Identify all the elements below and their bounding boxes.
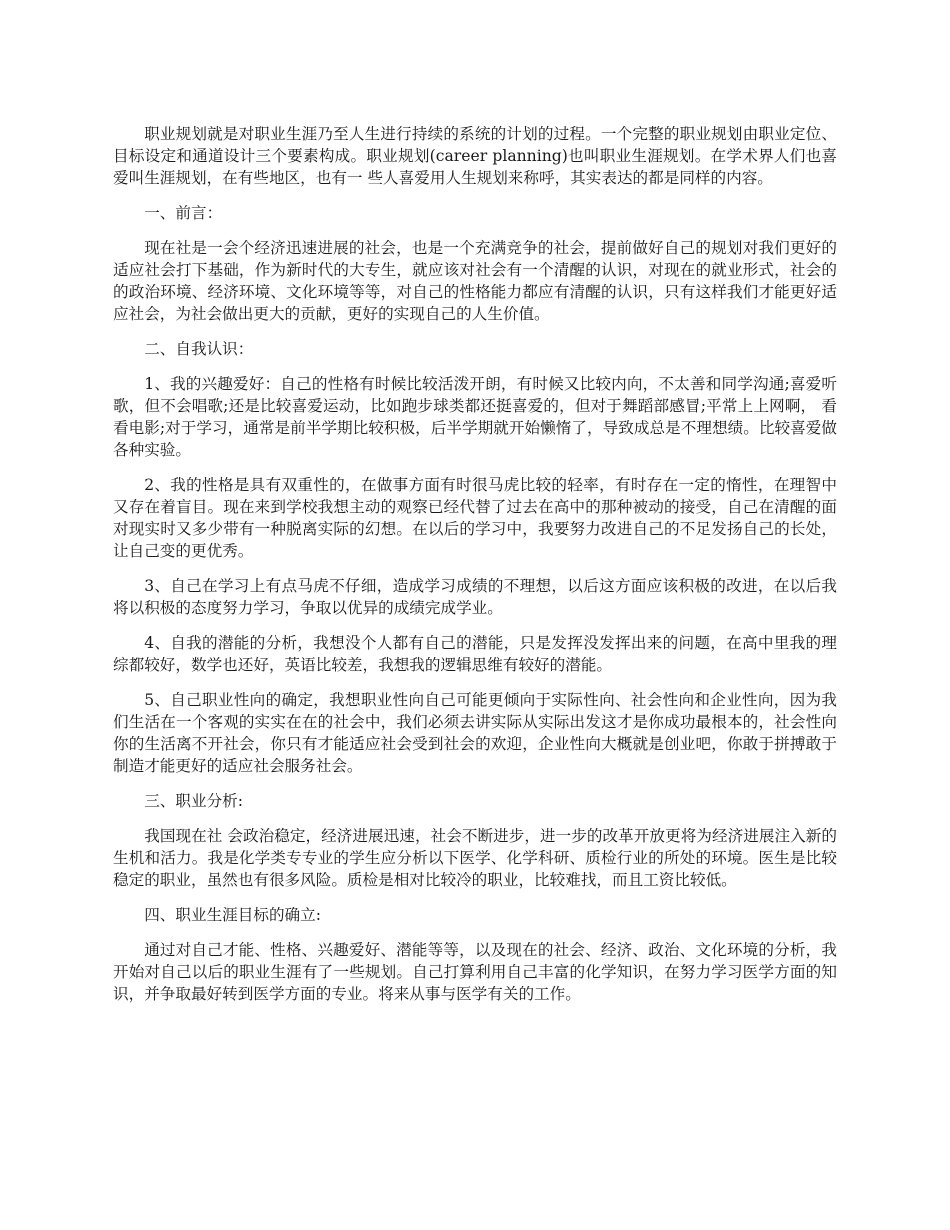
self-knowledge-item-2: 2、我的性格是具有双重性的，在做事方面有时很马虎比较的轻率，有时存在一定的惰性，在理智中又存在着盲目。现在来到学校我想主动的观察已经代替了过去在高中的那种被动的接受，自己在清醒的面对现实时又多少带有一种脱离实际的幻想。在以后的学习中，我要努力改进自己的不足发扬自己的长处，让自己变的更优秀。 (113, 476, 837, 560)
self-knowledge-item-5: 5、自己职业性向的确定，我想职业性向自己可能更倾向于实际性向、社会性向和企业性向，因为我们生活在一个客观的实实在在的社会中，我们必须去讲实际从实际出发这才是你成功最根本的，社会性向你的生活离不开社会，你只有才能适应社会受到社会的欢迎，企业性向大概就是创业吧，你敢于拼搏敢于制造才能更好的适应社会服务社会。 (113, 691, 837, 775)
preface-paragraph: 现在社是一会个经济迅速进展的社会，也是一个充满竞争的社会，提前做好自己的规划对我们更好的适应社会打下基础，作为新时代的大专生，就应该对社会有一个清醒的认识，对现在的就业形式，社会的的政治环境、经济环境、文化环境等等，对自己的性格能力都应有清醒的认识，只有这样我们才能更好适应社会，为社会做出更大的贡献，更好的实现自己的人生价值。 (113, 239, 837, 323)
career-goal-paragraph: 通过对自己才能、性格、兴趣爱好、潜能等等，以及现在的社会、经济、政治、文化环境的分析，我开始对自己以后的职业生涯有了一些规划。自己打算利用自己丰富的化学知识，在努力学习医学方面的知识，并争取最好转到医学方面的专业。将来从事与医学有关的工作。 (113, 941, 837, 1003)
self-knowledge-item-4: 4、自我的潜能的分析，我想没个人都有自己的潜能，只是发挥没发挥出来的问题，在高中里我的理综都较好，数学也还好，英语比较差，我想我的逻辑思维有较好的潜能。 (113, 634, 837, 674)
section-heading-career-goal: 四、职业生涯目标的确立: (144, 906, 321, 924)
section-heading-self-knowledge: 二、自我认识： (144, 340, 254, 358)
document-body (113, 123, 837, 1018)
section-heading-preface: 一、前言： (144, 204, 223, 222)
self-knowledge-item-1: 1、我的兴趣爱好：自己的性格有时候比较活泼开朗，有时候又比较内向，不太善和同学沟通;喜爱听歌，但不会唱歌;还是比较喜爱运动，比如跑步球类都还挺喜爱的，但对于舞蹈部感冒;平常上上网啊， 看看电影;对于学习，通常是前半学期比较积极，后半学期就开始懒惰了，导致成总是不理想绩。比较喜爱做各种实验。 (113, 375, 837, 459)
self-knowledge-item-3: 3、自己在学习上有点马虎不仔细，造成学习成绩的不理想，以后这方面应该积极的改进，在以后我将以积极的态度努力学习，争取以优异的成绩完成学业。 (113, 577, 837, 617)
career-analysis-paragraph: 我国现在社 会政治稳定，经济进展迅速，社会不断进步，进一步的改革开放更将为经济进展注入新的生机和活力。我是化学类专专业的学生应分析以下医学、化学科研、质检行业的所处的环境。医生是比较稳定的职业，虽然也有很多风险。质检是相对比较冷的职业，比较难找，而且工资比较低。 (113, 827, 837, 889)
section-heading-career-analysis: 三、职业分析: (144, 792, 244, 810)
intro-paragraph: 职业规划就是对职业生涯乃至人生进行持续的系统的计划的过程。一个完整的职业规划由职业定位、目标设定和通道设计三个要素构成。职业规划(career planning)也叫职业生涯规划。在学术界人们也喜爱叫生涯规划，在有些地区，也有一 些人喜爱用人生规划来称呼，其实表达的都是同样的内容。 (113, 125, 837, 187)
